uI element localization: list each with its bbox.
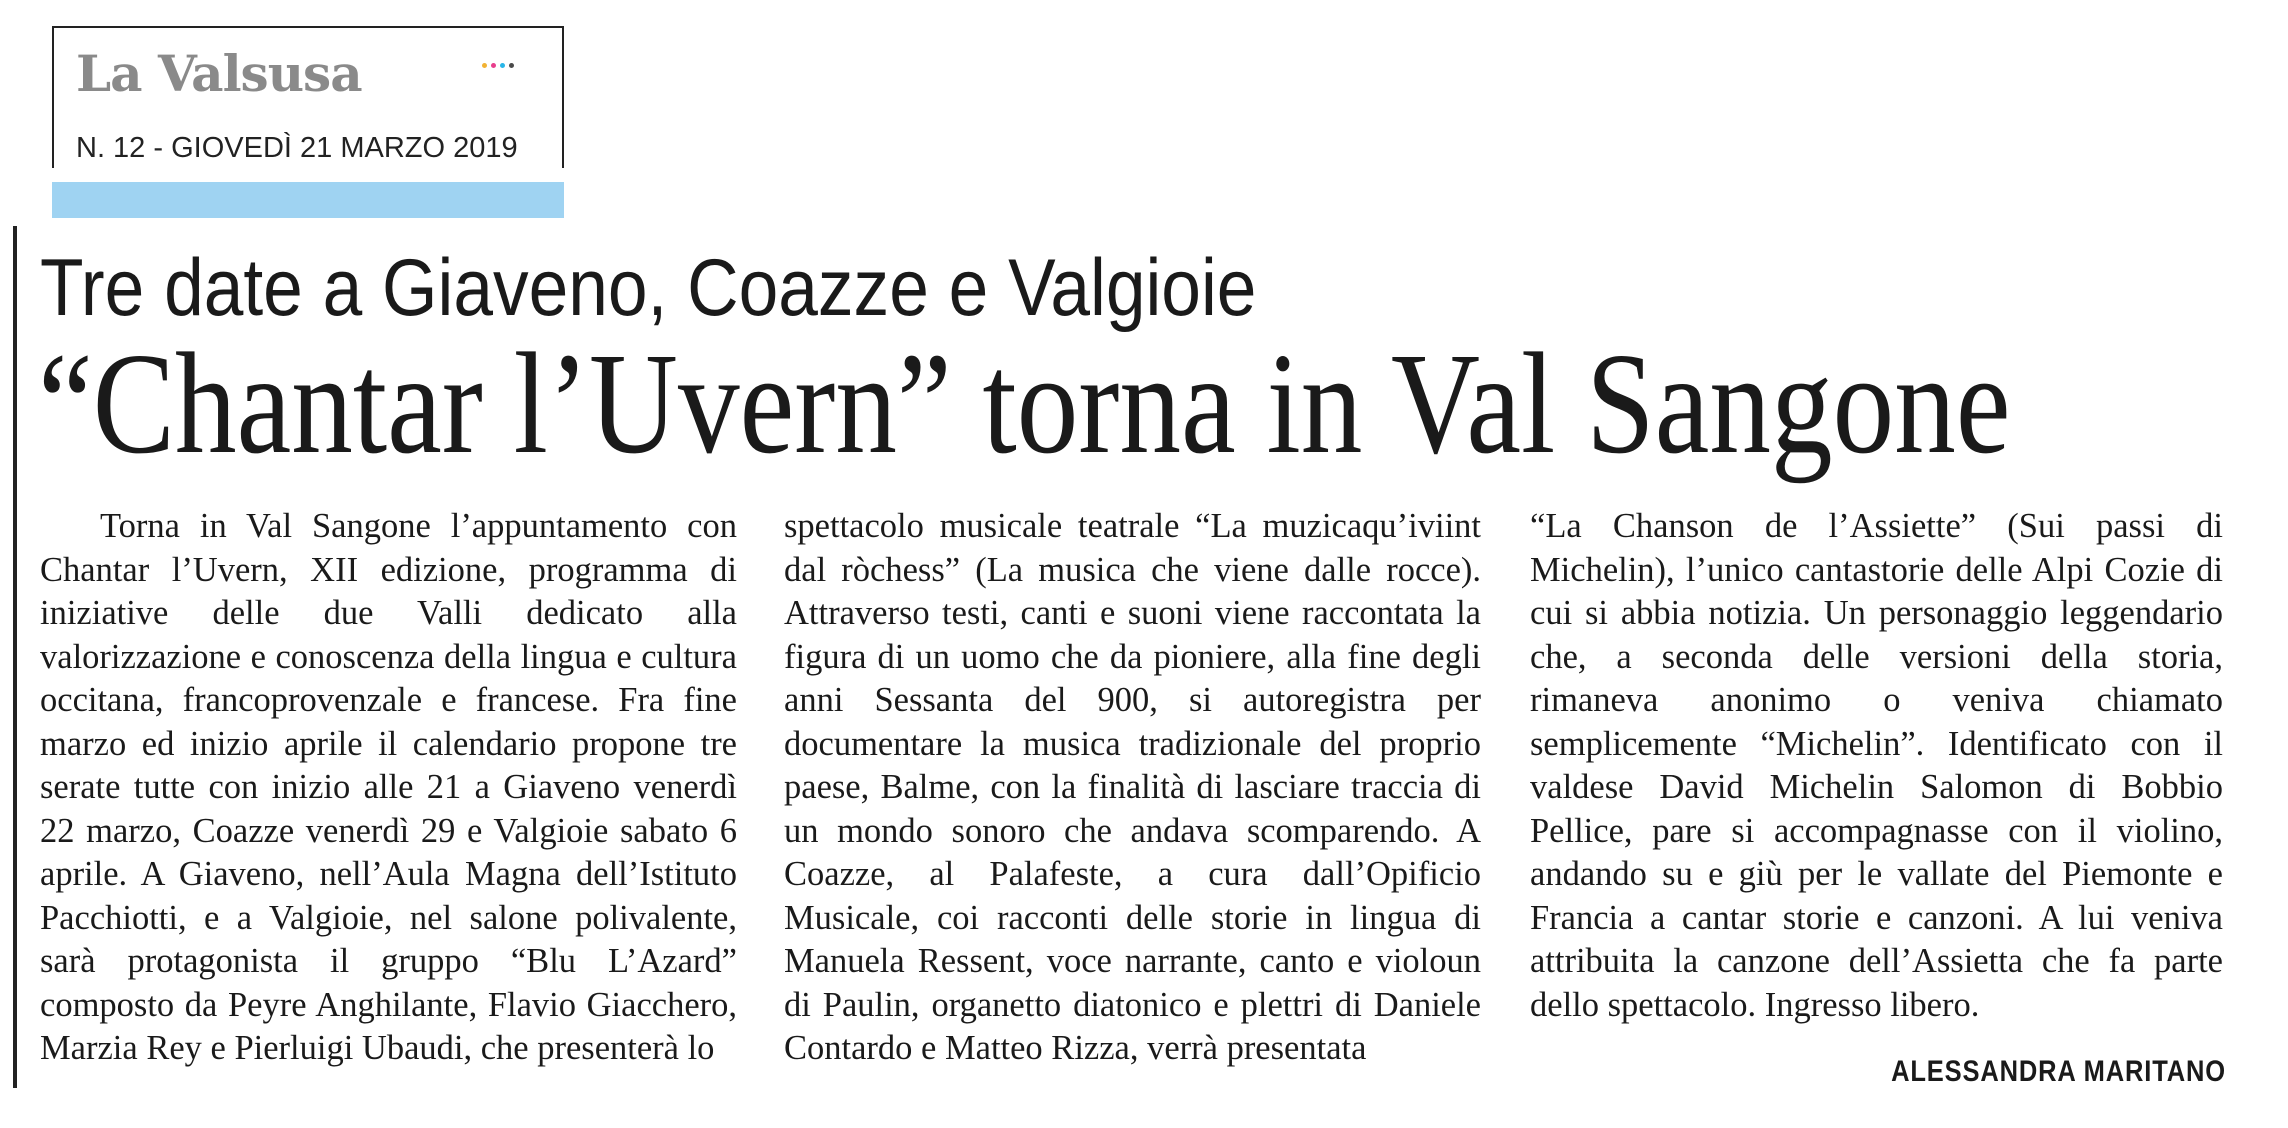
color-dot-cyan (500, 63, 505, 68)
newspaper-title: La Valsusa (76, 44, 362, 103)
article-byline: ALESSANDRA MARITANO (1891, 1055, 2226, 1088)
masthead-color-dots (482, 63, 514, 68)
color-dot-black (509, 63, 514, 68)
article-left-rule (13, 226, 17, 1088)
article-column-3: “La Chanson de l’Assiette” (Sui passi di Michelin), l’unico cantastorie delle Alpi Cozie di cui si abbia notizia. Un personaggio leggendario che, a seconda delle versioni della storia, rimaneva anonimo o veniva chiamato semplicemente “Michelin”. Identificato con il valdese David Michelin Salomon di Bobbio Pellice, pare si accompagnasse con il violino, andando su e giù per le vallate del Piemonte e Francia a cantar storie e canzoni. A lui veniva attribuita la canzone dell’Assietta che fa parte dello spettacolo. Ingresso libero. (1530, 507, 2223, 1024)
issue-date: N. 12 - GIOVEDÌ 21 MARZO 2019 (76, 132, 518, 164)
color-dot-yellow (482, 63, 487, 68)
article-column-1: Torna in Val Sangone l’appuntamento con Chantar l’Uvern, XII edizione, programma di iniziative delle due Valli dedicato alla valorizzazione e conoscenza della lingua e cultura occitana, francoprovenzale e francese. Fra fine marzo ed inizio aprile il calendario propone tre serate tutte con inizio alle 21 a Giaveno venerdì 22 marzo, Coazze venerdì 29 e Valgioie sabato 6 aprile. A Giaveno, nell’Aula Magna dell’Istituto Pacchiotti, e a Valgioie, nel salone polivalente, sarà protagonista il gruppo “Blu L’Azard” composto da Peyre Anghilante, Flavio Giacchero, Marzia Rey e Pierluigi Ubaudi, che presenterà lo (40, 507, 737, 1067)
article-column-2: spettacolo musicale teatrale “La muzicaqu’iviint dal ròchess” (La musica che viene dalle rocce). Attraverso testi, canti e suoni viene raccontata la figura di un uomo che da pioniere, alla fine degli anni Sessanta del 900, si autoregistra per documentare la musica tradizionale del proprio paese, Balme, con la finalità di lasciare traccia di un mondo sonoro che andava scomparendo. A Coazze, al Palafeste, a cura dall’Opificio Musicale, coi racconti delle storie in lingua di Manuela Ressent, voce narrante, canto e violoun di Paulin, organetto diatonico e plettri di Daniele Contardo e Matteo Rizza, verrà presentata (784, 507, 1481, 1067)
masthead (52, 26, 564, 168)
masthead-color-bar (52, 182, 564, 218)
color-dot-magenta (491, 63, 496, 68)
article-headline: “Chantar l’Uvern” torna in Val Sangone (38, 324, 2011, 484)
article-kicker: Tre date a Giaveno, Coazze e Valgioie (40, 243, 1257, 333)
